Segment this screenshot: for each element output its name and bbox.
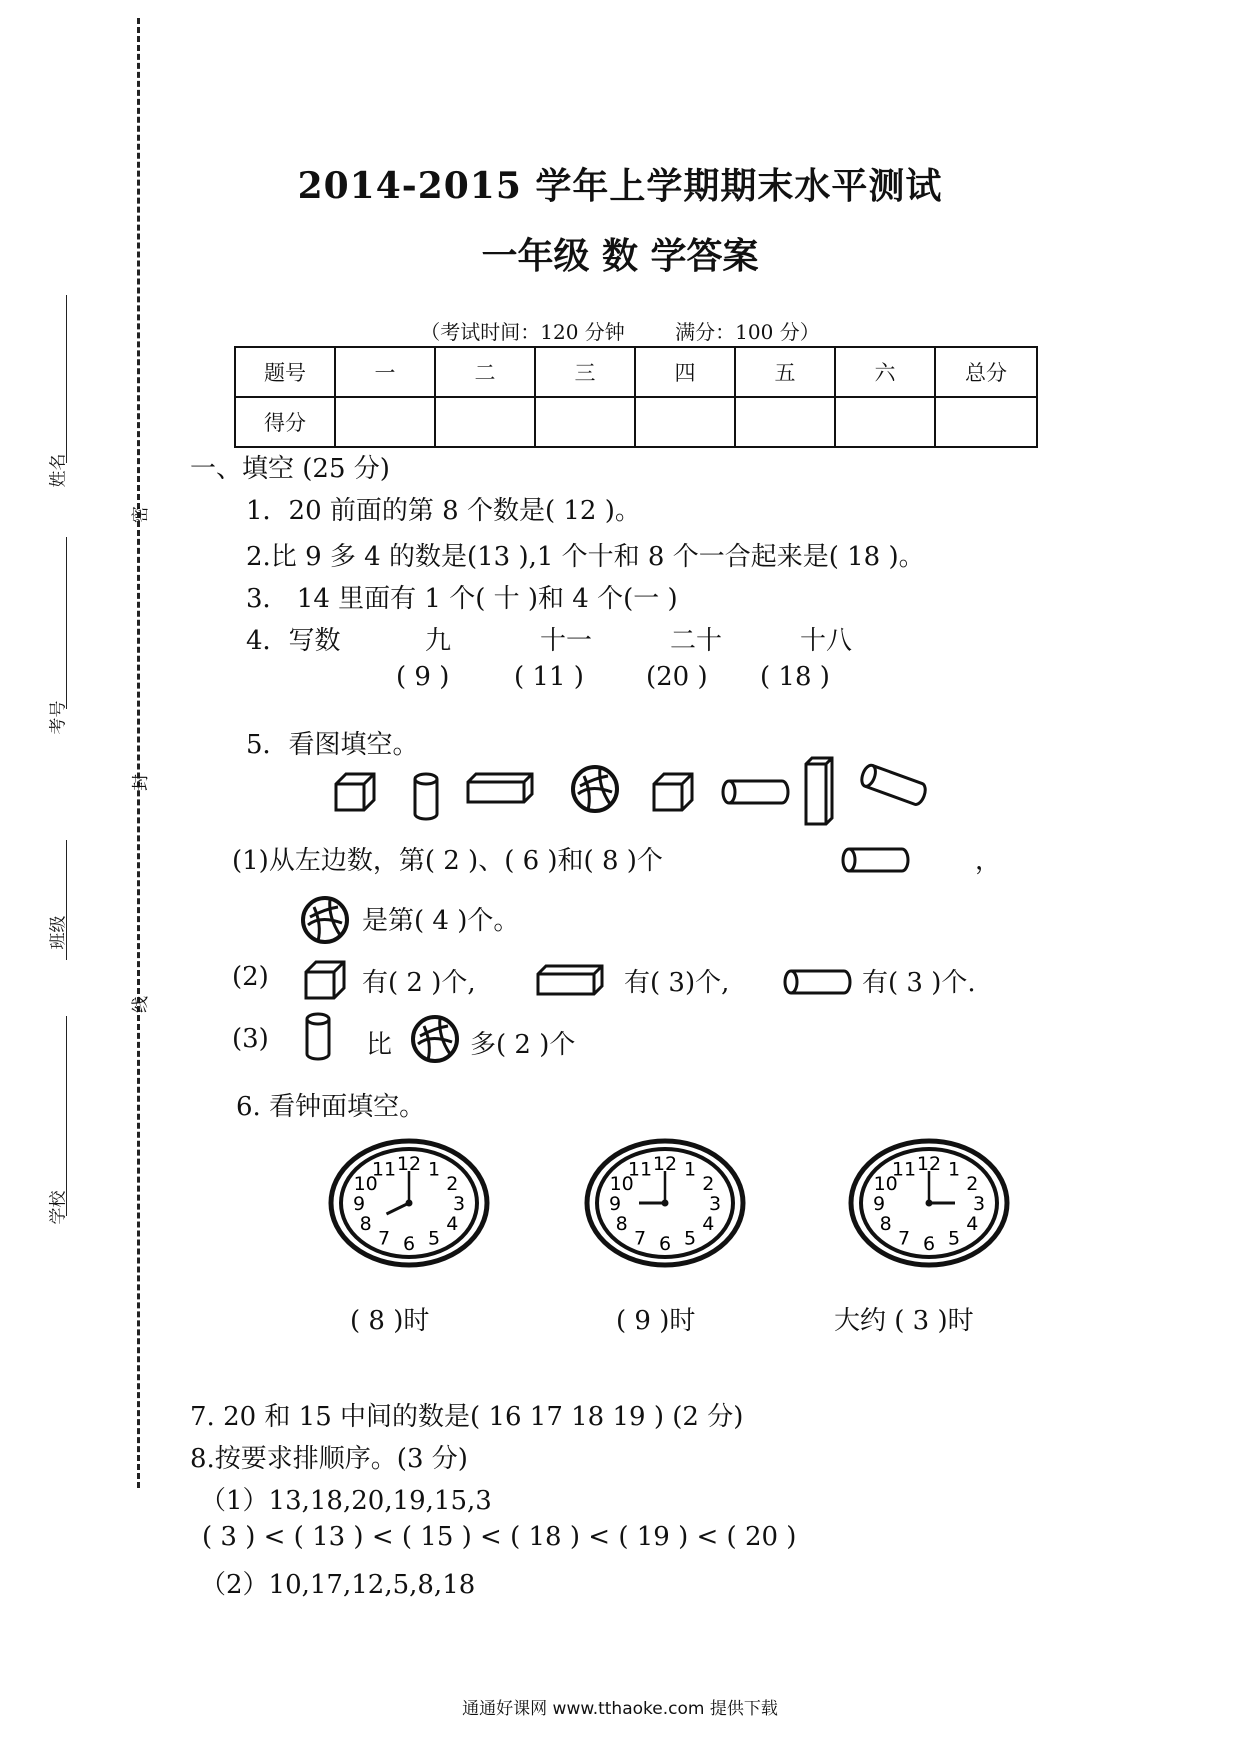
clock-numeral: 12 xyxy=(396,1153,422,1175)
clock-numeral: 8 xyxy=(615,1213,628,1235)
clock-numeral: 8 xyxy=(359,1213,372,1235)
clock-numeral: 11 xyxy=(371,1158,397,1181)
score-cell-total: 总分 xyxy=(935,347,1037,397)
score-cell-label: 题号 xyxy=(235,347,335,397)
cylinder-icon xyxy=(304,1012,332,1062)
cube-shape xyxy=(334,772,376,812)
bind-char-mi: 密 xyxy=(131,506,151,523)
exam-subtitle: 一年级 数 学答案 xyxy=(481,235,759,277)
tilted-cylinder-shape xyxy=(858,762,930,808)
cube-shape xyxy=(652,772,694,812)
q5-part3-label: (3) xyxy=(232,1024,269,1054)
exam-no-label: 考号 xyxy=(48,700,69,735)
score-cell-5: 五 xyxy=(735,347,835,397)
q6-answer-3: 大约 ( 3 )时 xyxy=(834,1306,974,1336)
clock-numeral: 3 xyxy=(452,1193,466,1215)
clock-numeral: 5 xyxy=(683,1227,697,1250)
clock-3 xyxy=(848,1138,1010,1272)
clock-numeral: 6 xyxy=(922,1233,936,1255)
cuboid-shape xyxy=(466,772,534,804)
clock-numeral: 5 xyxy=(947,1227,961,1250)
score-cell-6: 六 xyxy=(835,347,935,397)
clock-numeral: 5 xyxy=(427,1227,441,1250)
q5-part2-cube-count: 有( 2 )个, xyxy=(362,968,476,998)
score-table-score-row xyxy=(235,397,1037,447)
clock-numeral: 9 xyxy=(352,1193,366,1215)
q5-part1-text: (1)从左边数，第( 2 )、( 6 )和( 8 )个 xyxy=(232,846,663,876)
clock-numeral: 1 xyxy=(947,1158,961,1181)
clock-numeral: 7 xyxy=(633,1227,647,1250)
q5-part3-answer: 多( 2 )个 xyxy=(470,1030,576,1060)
score-blank xyxy=(635,397,735,447)
clock-numeral: 11 xyxy=(891,1158,917,1181)
score-blank xyxy=(535,397,635,447)
q4-answer-1: ( 9 ) xyxy=(396,662,450,692)
score-blank xyxy=(435,397,535,447)
clock-numeral: 7 xyxy=(897,1227,911,1250)
question-8-part1-answer: ( 3 ) < ( 13 ) < ( 15 ) < ( 18 ) < ( 19 ) < ( 20 ) xyxy=(202,1522,797,1552)
clock-numeral: 12 xyxy=(916,1153,942,1175)
clock-center xyxy=(926,1200,933,1207)
ball-icon xyxy=(410,1014,460,1064)
class-label: 班级 xyxy=(48,915,69,950)
clock-numeral: 9 xyxy=(608,1193,622,1215)
clock-numeral: 10 xyxy=(353,1173,378,1195)
q4-word-4: 十八 xyxy=(800,626,853,656)
question-3: 3． 14 里面有 1 个( 十 )和 4 个(一 ) xyxy=(246,584,678,614)
ball-icon xyxy=(300,895,350,945)
clock-numeral: 6 xyxy=(402,1233,416,1255)
clock-numeral: 6 xyxy=(658,1233,672,1255)
clock-numeral: 4 xyxy=(702,1213,715,1235)
full-score: 满分：100 分） xyxy=(675,320,820,344)
clock-numeral: 10 xyxy=(609,1173,634,1195)
cube-icon xyxy=(304,960,346,1000)
q5-part2-cuboid-count: 有( 3)个, xyxy=(624,968,730,998)
q4-word-1: 九 xyxy=(425,626,452,656)
clock-numeral: 7 xyxy=(377,1227,391,1250)
q5-part1-ball-text: 是第( 4 )个。 xyxy=(362,906,520,936)
score-blank xyxy=(835,397,935,447)
exam-time: （考试时间：120 分钟 xyxy=(420,320,625,344)
score-cell-4: 四 xyxy=(635,347,735,397)
question-8: 8.按要求排顺序。(3 分) xyxy=(190,1444,468,1474)
q5-part1-comma: ， xyxy=(975,846,1002,876)
footer-credit: 通通好课网 www.tthaoke.com 提供下载 xyxy=(462,1699,778,1719)
clock-1 xyxy=(328,1138,490,1272)
ball-shape xyxy=(570,764,620,814)
cylinder-lying-icon xyxy=(782,968,854,996)
cuboid-icon xyxy=(536,964,604,996)
cylinder-shape xyxy=(412,772,440,822)
school-label: 学校 xyxy=(48,1190,69,1225)
clock-numeral: 1 xyxy=(683,1158,697,1181)
question-7: 7. 20 和 15 中间的数是( 16 17 18 19 ) (2 分) xyxy=(190,1402,744,1432)
question-1: 1．20 前面的第 8 个数是( 12 )。 xyxy=(246,496,641,526)
score-blank xyxy=(935,397,1037,447)
tall-cuboid-shape xyxy=(804,756,834,826)
cylinder-lying-icon xyxy=(840,846,912,874)
q4-word-2: 十一 xyxy=(540,626,593,656)
question-4-label: 4．写数 xyxy=(246,626,341,656)
score-blank xyxy=(735,397,835,447)
score-blank xyxy=(335,397,435,447)
score-cell-2: 二 xyxy=(435,347,535,397)
score-table-header-row xyxy=(235,347,1037,397)
question-5-label: 5．看图填空。 xyxy=(246,730,419,760)
q6-answer-2: ( 9 )时 xyxy=(616,1306,696,1336)
clock-numeral: 1 xyxy=(427,1158,441,1181)
clock-numeral: 9 xyxy=(872,1193,886,1215)
clock-numeral: 3 xyxy=(708,1193,722,1215)
q5-part3-compare: 比 xyxy=(366,1030,393,1060)
q5-part2-label: (2) xyxy=(232,962,269,992)
exam-no-blank-line xyxy=(66,537,67,709)
bind-char-xian: 线 xyxy=(131,996,151,1013)
clock-center xyxy=(662,1200,669,1207)
clock-numeral: 2 xyxy=(702,1173,715,1195)
clock-numeral: 2 xyxy=(966,1173,979,1195)
clock-numeral: 11 xyxy=(627,1158,653,1181)
clock-2 xyxy=(584,1138,746,1272)
cylinder-lying-shape xyxy=(720,778,792,806)
section-heading: 一、填空 (25 分) xyxy=(190,454,390,484)
exam-info xyxy=(0,316,1240,345)
score-table xyxy=(234,346,1038,448)
clock-numeral: 2 xyxy=(446,1173,459,1195)
clock-numeral: 8 xyxy=(879,1213,892,1235)
clock-numeral: 10 xyxy=(873,1173,898,1195)
question-8-part2: （2）10,17,12,5,8,18 xyxy=(200,1570,476,1600)
q4-word-3: 二十 xyxy=(670,626,723,656)
q6-answer-1: ( 8 )时 xyxy=(350,1306,430,1336)
score-cell-1: 一 xyxy=(335,347,435,397)
clock-numeral: 12 xyxy=(652,1153,678,1175)
question-6-label: 6. 看钟面填空。 xyxy=(236,1092,426,1122)
name-label: 姓名 xyxy=(48,453,69,488)
score-row-label: 得分 xyxy=(235,397,335,447)
score-cell-3: 三 xyxy=(535,347,635,397)
q4-answer-3: (20 ) xyxy=(646,662,708,692)
clock-numeral: 4 xyxy=(966,1213,979,1235)
q4-answer-4: ( 18 ) xyxy=(760,662,830,692)
bind-char-feng: 封 xyxy=(131,774,151,791)
q5-part2-cylinder-count: 有( 3 )个. xyxy=(862,968,976,998)
question-8-part1: （1）13,18,20,19,15,3 xyxy=(200,1486,492,1516)
exam-title: 2014-2015 学年上学期期末水平测试 xyxy=(297,165,943,207)
question-2: 2.比 9 多 4 的数是(13 ),1 个十和 8 个一合起来是( 18 )。 xyxy=(246,542,925,572)
clock-numeral: 3 xyxy=(972,1193,986,1215)
q4-answer-2: ( 11 ) xyxy=(514,662,584,692)
clock-center xyxy=(406,1200,413,1207)
clock-numeral: 4 xyxy=(446,1213,459,1235)
